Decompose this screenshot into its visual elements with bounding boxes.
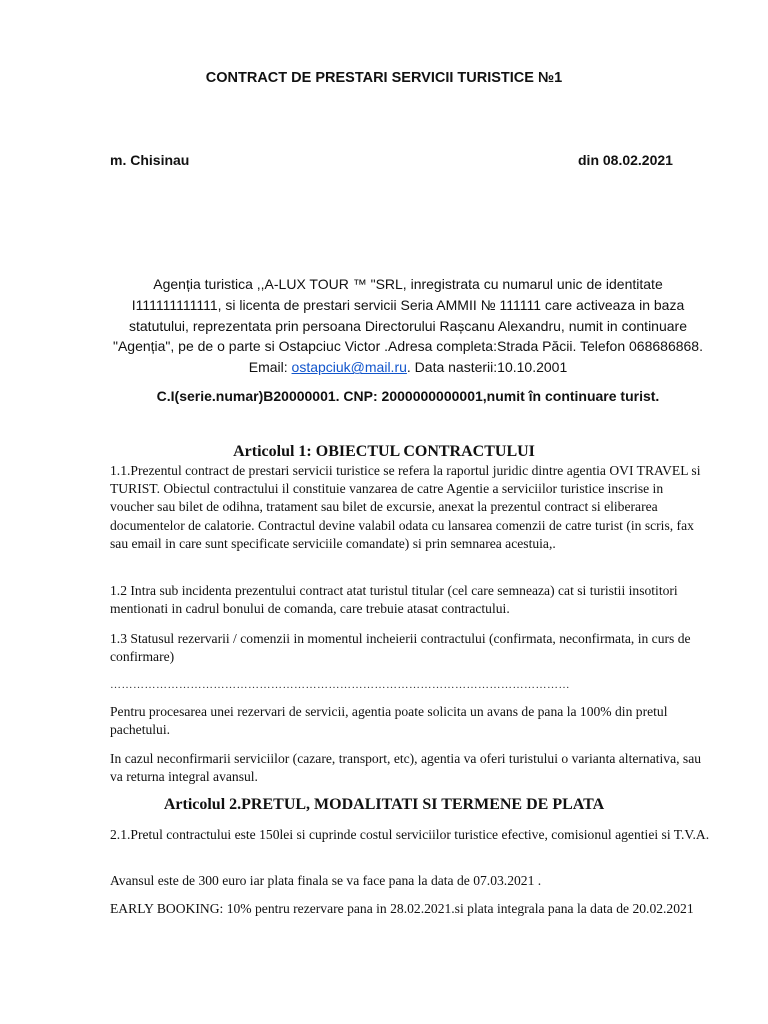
identity-line: C.I(serie.numar)B20000001. CNP: 2000000000001,numit în continuare turist. <box>156 388 660 404</box>
article1-paragraph-1-1: 1.1.Prezentul contract de prestari servicii turistice se refera la raportul juridic dintre agentia OVI TRAVEL si TURIST. Obiectul contractului il constituie vanzarea de catre Agentie a serviciilor turistice inscrise in voucher sau bilet de odihna, tratament sau bilet de excursie, anexat la prezentul contract si eliberarea documentelor de calatorie. Contractul devine valabil odata cu lansarea comenzii de catre turist (in scris, fax sau email in care sunt specificate serviciile comandate) si prin semnarea acestuia,. <box>110 463 701 551</box>
contract-date: din 08.02.2021 <box>578 152 673 168</box>
article2-paragraph-advance: Avansul este de 300 euro iar plata finala se va face pana la data de 07.03.2021 . <box>110 873 542 888</box>
article2-heading: Articolul 2.PRETUL, MODALITATI SI TERMENE DE PLATA <box>163 796 605 813</box>
parties-intro <box>108 274 708 378</box>
intro-text: Agenția turistica ,,A-LUX TOUR ™ "SRL, inregistrata cu numarul unic de identitate I111111111111, si licenta de prestari servicii Seria AMMII № 111111 care activeaza in baza statutului, reprezentata prin persoana Directorului Rașcanu Alexandru, numit in continuare "Agenția", pe de o parte si Ostapciuc Victor .Adresa completa:Strada Păcii. Telefon 068686868. Email: <box>112 276 703 376</box>
email-link[interactable]: ostapciuk@mail.ru <box>291 359 407 376</box>
article1-paragraph-1-2: 1.2 Intra sub incidenta prezentului contract atat turistul titular (cel care semneaza) cat si turistii insotitori mentionati in cadrul bonului de comanda, care trebuie atasat contractului. <box>110 583 678 617</box>
dotted-line: ………………………………………………………………………………………………………… <box>110 679 570 691</box>
article1-heading: Articolul 1: OBIECTUL CONTRACTULUI <box>233 443 535 460</box>
contract-title: CONTRACT DE PRESTARI SERVICII TURISTICE №1 <box>205 70 563 86</box>
contract-place: m. Chisinau <box>110 152 190 168</box>
article2-paragraph-early-booking: EARLY BOOKING: 10% pentru rezervare pana in 28.02.2021.si plata integrala pana la data de 20.02.2021 <box>110 901 694 916</box>
article2-paragraph-2-1: 2.1.Pretul contractului este 150lei si cuprinde costul serviciilor turistice efective, comisionul agentiei si T.V.A. <box>110 827 710 842</box>
article1-paragraph-advance: Pentru procesarea unei rezervari de servicii, agentia poate solicita un avans de pana la 100% din pretul pachetului. <box>110 704 668 738</box>
article1-paragraph-alternative: In cazul neconfirmarii serviciilor (cazare, transport, etc), agentia va oferi turistului o varianta alternativa, sau va returna integral avansul. <box>110 751 702 785</box>
intro-text-end: . Data nasterii:10.10.2001 <box>406 359 568 376</box>
article1-paragraph-1-3: 1.3 Statusul rezervarii / comenzii in momentul incheierii contractului (confirmata, neconfirmata, in curs de confirmare) <box>110 631 691 665</box>
